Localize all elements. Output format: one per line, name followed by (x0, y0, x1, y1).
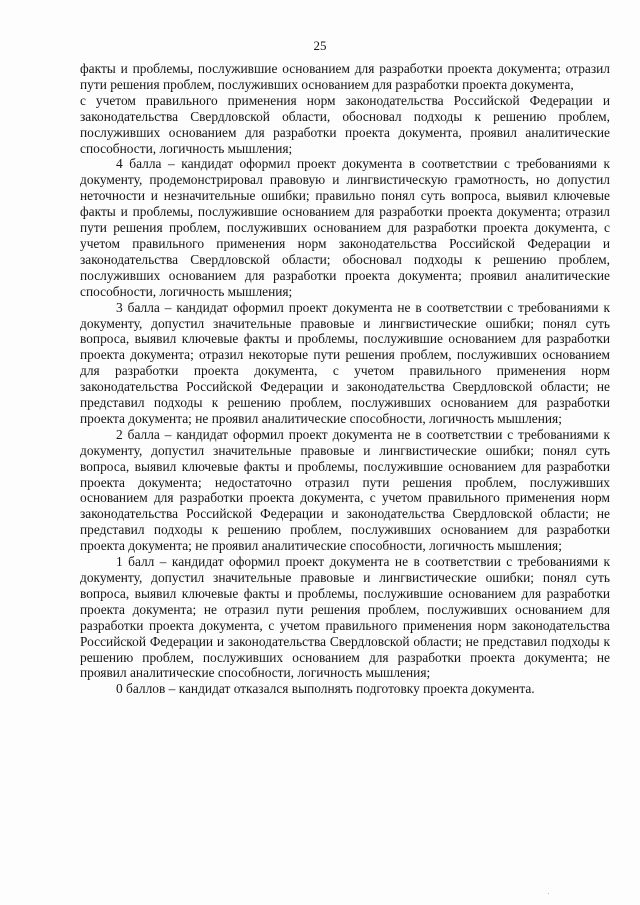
paragraph-1: факты и проблемы, послужившие основанием для разработки проекта документа; отразил пути решения проблем, послуживших основанием для разработки проекта документа, (80, 61, 610, 92)
paragraph-4-points: 4 балла – кандидат оформил проект документа в соответствии с требованиями к документу, продемонстрировал правовую и лингвистическую грамотность, но допустил неточности и незначительные ошибки; правильно понял суть вопроса, выявил ключевые факты и проблемы, послужившие основанием для разработки проекта документа; отразил пути решения проблем, послуживших основанием для разработки проекта документа, с учетом правильного применения норм законодательства Российской Федерации и законодательства Свердловской области; обосновал подходы к решению проблем, послуживших основанием для разработки проекта документа; проявил аналитические способности, логичность мышления; (80, 156, 610, 299)
paragraph-1-point: 1 балл – кандидат оформил проект документа не в соответствии с требованиями к документу, допустил значительные правовые и лингвистические ошибки; понял суть вопроса, выявил ключевые факты и проблемы, послужившие основанием для разработки проекта документа; не отразил пути решения проблем, послуживших основанием для разработки проекта документа, с учетом правильного применения норм законодательства Российской Федерации и законодательства Свердловской области; не представил подходы к решению проблем, послуживших основанием для разработки проекта документа; не проявил аналитические способности, логичность мышления; (80, 554, 610, 681)
paragraph-2-points: 2 балла – кандидат оформил проект документа не в соответствии с требованиями к документу, допустил значительные правовые и лингвистические ошибки; понял суть вопроса, выявил ключевые факты и проблемы, послужившие основанием для разработки проекта документа; недостаточно отразил пути решения проблем, послуживших основанием для разработки проекта документа, с учетом правильного применения норм законодательства Российской Федерации и законодательства Свердловской области; не представил подходы к решению проблем, послуживших основанием для разработки проекта документа; не проявил аналитические способности, логичность мышления; (80, 426, 610, 554)
scan-speck (548, 893, 549, 894)
page-body (80, 61, 610, 697)
paragraph-0-points: 0 баллов – кандидат отказался выполнять подготовку проекта документа. (116, 681, 535, 697)
paragraph-2: с учетом правильного применения норм законодательства Российской Федерации и законодательства Свердловской области, обосновал подходы к решению проблем, послуживших основанием для разработки проекта документа, проявил аналитические способности, логичность мышления; (80, 92, 610, 156)
paragraph-3-points: 3 балла – кандидат оформил проект документа не в соответствии с требованиями к документу, допустил значительные правовые и лингвистические ошибки; понял суть вопроса, выявил ключевые факты и проблемы, послужившие основанием для разработки проекта документа; отразил некоторые пути решения проблем, послуживших основанием для разработки проекта документа, с учетом правильного применения норм законодательства Российской Федерации и законодательства Свердловской области; не представил подходы к решению проблем, послуживших основанием для разработки проекта документа; не проявил аналитические способности, логичность мышления; (80, 299, 610, 426)
page-number: 25 (313, 38, 327, 53)
